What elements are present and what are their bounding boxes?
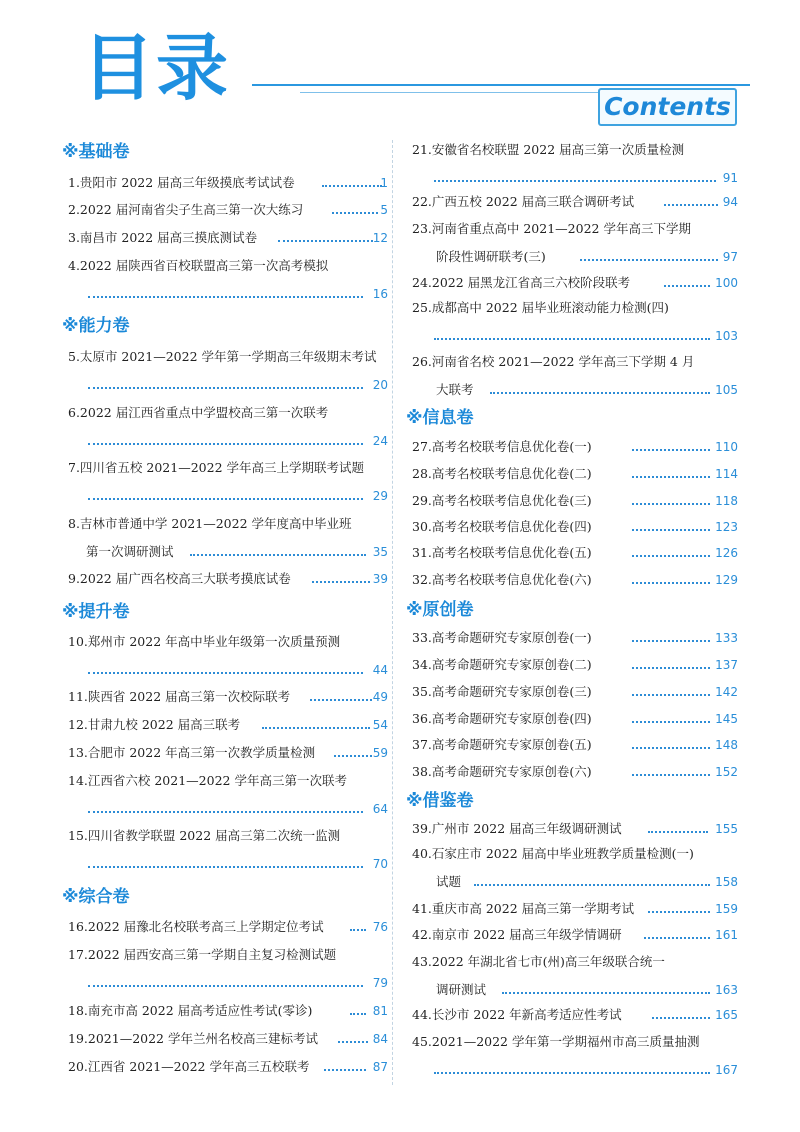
entry-title: 19.2021—2022 学年兰州名校高三建标考试 (68, 1031, 318, 1046)
section-heading: ※借鉴卷 (406, 791, 474, 811)
entry-page: 118 (715, 494, 738, 508)
entry-page: 70 (372, 857, 388, 871)
entry-page: 155 (715, 822, 738, 836)
entry-title-continued: 阶段性调研联考(三) (436, 249, 546, 264)
entry-page: 1 (380, 176, 388, 190)
dot-leader (490, 392, 710, 394)
header-rule-lower (300, 92, 600, 93)
entry-title: 16.2022 届豫北名校联考高三上学期定位考试 (68, 919, 324, 934)
dot-leader (88, 296, 363, 298)
entry-title: 5.太原市 2021—2022 学年第一学期高三年级期末考试 (68, 349, 377, 364)
entry-page: 100 (715, 276, 738, 290)
entry-title-continued: 第一次调研测试 (86, 544, 174, 559)
entry-page: 16 (372, 287, 388, 301)
entry-page: 114 (715, 467, 738, 481)
entry-page: 76 (372, 920, 388, 934)
entry-title: 11.陕西省 2022 届高三第一次校际联考 (68, 689, 291, 704)
entry-page: 158 (715, 875, 738, 889)
entry-title: 42.南京市 2022 届高三年级学情调研 (412, 927, 622, 942)
entry-page: 167 (715, 1063, 738, 1077)
entry-title: 34.高考命题研究专家原创卷(二) (412, 657, 592, 672)
entry-title-continued: 调研测试 (436, 982, 487, 997)
dot-leader (434, 1072, 710, 1074)
entry-title: 6.2022 届江西省重点中学盟校高三第一次联考 (68, 405, 329, 420)
column-divider (392, 140, 393, 1085)
entry-page: 142 (715, 685, 738, 699)
entry-page: 165 (715, 1008, 738, 1022)
dot-leader (88, 498, 363, 500)
entry-page: 87 (372, 1060, 388, 1074)
entry-page: 97 (722, 250, 738, 264)
entry-page: 129 (715, 573, 738, 587)
entry-page: 110 (715, 440, 738, 454)
dot-leader (434, 338, 710, 340)
entry-title: 4.2022 届陕西省百校联盟高三第一次高考模拟 (68, 258, 329, 273)
section-heading: ※信息卷 (406, 408, 474, 428)
entry-title-continued: 大联考 (436, 382, 474, 397)
section-heading: ※原创卷 (406, 600, 474, 620)
entry-title: 25.成都高中 2022 届毕业班滚动能力检测(四) (412, 300, 669, 315)
entry-title: 1.贵阳市 2022 届高三年级摸底考试试卷 (68, 175, 295, 190)
entry-page: 20 (372, 378, 388, 392)
entry-page: 152 (715, 765, 738, 779)
entry-title: 24.2022 届黑龙江省高三六校阶段联考 (412, 275, 631, 290)
entry-page: 105 (715, 383, 738, 397)
entry-title: 39.广州市 2022 届高三年级调研测试 (412, 821, 622, 836)
dot-leader (88, 866, 363, 868)
entry-title: 29.高考名校联考信息优化卷(三) (412, 493, 592, 508)
entry-title-continued: 试题 (436, 874, 462, 889)
entry-title: 28.高考名校联考信息优化卷(二) (412, 466, 592, 481)
contents-label: Contents (604, 92, 731, 121)
entry-title: 18.南充市高 2022 届高考适应性考试(零诊) (68, 1003, 313, 1018)
entry-title: 36.高考命题研究专家原创卷(四) (412, 711, 592, 726)
entry-page: 84 (372, 1032, 388, 1046)
dot-leader (88, 387, 363, 389)
entry-title: 44.长沙市 2022 年新高考适应性考试 (412, 1007, 622, 1022)
entry-title: 40.石家庄市 2022 届高中毕业班教学质量检测(一) (412, 846, 694, 861)
entry-title: 20.江西省 2021—2022 学年高三五校联考 (68, 1059, 310, 1074)
entry-title: 37.高考命题研究专家原创卷(五) (412, 737, 592, 752)
entry-title: 14.江西省六校 2021—2022 学年高三第一次联考 (68, 773, 347, 788)
entry-page: 24 (372, 434, 388, 448)
entry-page: 163 (715, 983, 738, 997)
header-rule (252, 84, 750, 86)
entry-title: 2.2022 届河南省尖子生高三第一次大练习 (68, 202, 304, 217)
dot-leader (88, 985, 363, 987)
entry-title: 7.四川省五校 2021—2022 学年高三上学期联考试题 (68, 460, 364, 475)
entry-title: 13.合肥市 2022 年高三第一次教学质量检测 (68, 745, 316, 760)
header (0, 0, 800, 135)
entry-title: 32.高考名校联考信息优化卷(六) (412, 572, 592, 587)
entry-title: 45.2021—2022 学年第一学期福州市高三质量抽测 (412, 1034, 700, 1049)
dot-leader (88, 672, 363, 674)
entry-page: 5 (380, 203, 388, 217)
entry-title: 17.2022 届西安高三第一学期自主复习检测试题 (68, 947, 337, 962)
entry-page: 44 (372, 663, 388, 677)
entry-title: 12.甘肃九校 2022 届高三联考 (68, 717, 241, 732)
entry-title: 41.重庆市高 2022 届高三第一学期考试 (412, 901, 635, 916)
entry-page: 59 (372, 746, 388, 760)
dot-leader (502, 992, 710, 994)
entry-page: 123 (715, 520, 738, 534)
dot-leader (88, 443, 363, 445)
entry-title: 9.2022 届广西名校高三大联考摸底试卷 (68, 571, 291, 586)
dot-leader (88, 811, 363, 813)
entry-title: 26.河南省名校 2021—2022 学年高三下学期 4 月 (412, 354, 695, 369)
entry-page: 133 (715, 631, 738, 645)
entry-page: 145 (715, 712, 738, 726)
entry-title: 21.安徽省名校联盟 2022 届高三第一次质量检测 (412, 142, 685, 157)
entry-title: 35.高考命题研究专家原创卷(三) (412, 684, 592, 699)
entry-title: 22.广西五校 2022 届高三联合调研考试 (412, 194, 635, 209)
entry-page: 54 (372, 718, 388, 732)
entry-title: 43.2022 年湖北省七市(州)高三年级联合统一 (412, 954, 665, 969)
entry-page: 159 (715, 902, 738, 916)
entry-page: 161 (715, 928, 738, 942)
entry-page: 39 (372, 572, 388, 586)
contents-badge (598, 88, 737, 126)
entry-page: 137 (715, 658, 738, 672)
page-title: 目录 (82, 26, 231, 110)
entry-title: 27.高考名校联考信息优化卷(一) (412, 439, 592, 454)
entry-page: 148 (715, 738, 738, 752)
entry-page: 91 (722, 171, 738, 185)
entry-page: 12 (372, 231, 388, 245)
entry-page: 79 (372, 976, 388, 990)
entry-page: 35 (372, 545, 388, 559)
entry-page: 29 (372, 489, 388, 503)
entry-page: 49 (372, 690, 388, 704)
entry-title: 23.河南省重点高中 2021—2022 学年高三下学期 (412, 221, 691, 236)
entry-page: 103 (715, 329, 738, 343)
section-heading: ※综合卷 (62, 887, 130, 907)
entry-title: 38.高考命题研究专家原创卷(六) (412, 764, 592, 779)
dot-leader (474, 884, 710, 886)
entry-title: 3.南昌市 2022 届高三摸底测试卷 (68, 230, 258, 245)
entry-title: 15.四川省教学联盟 2022 届高三第二次统一监测 (68, 828, 341, 843)
entry-page: 64 (372, 802, 388, 816)
entry-title: 10.郑州市 2022 年高中毕业年级第一次质量预测 (68, 634, 341, 649)
dot-leader (434, 180, 716, 182)
entry-title: 31.高考名校联考信息优化卷(五) (412, 545, 592, 560)
entry-page: 126 (715, 546, 738, 560)
entry-page: 81 (372, 1004, 388, 1018)
entry-title: 33.高考命题研究专家原创卷(一) (412, 630, 592, 645)
section-heading: ※能力卷 (62, 316, 130, 336)
entry-page: 94 (722, 195, 738, 209)
entry-title: 8.吉林市普通中学 2021—2022 学年度高中毕业班 (68, 516, 352, 531)
entry-title: 30.高考名校联考信息优化卷(四) (412, 519, 592, 534)
section-heading: ※提升卷 (62, 602, 130, 622)
section-heading: ※基础卷 (62, 142, 130, 162)
